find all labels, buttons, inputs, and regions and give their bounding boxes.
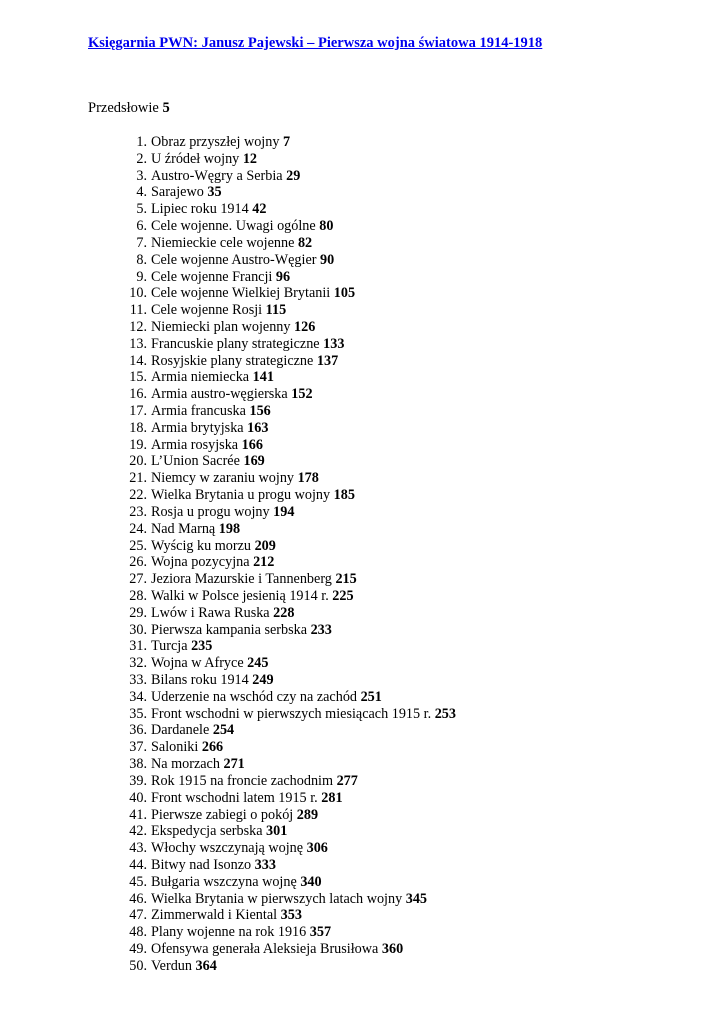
toc-entry-title: Armia niemiecka — [151, 369, 250, 386]
toc-entry-title: Ofensywa generała Aleksieja Brusiłowa — [151, 941, 379, 957]
toc-entry-text — [151, 369, 274, 386]
toc-entry-title: Wyścig ku morzu — [151, 537, 252, 554]
toc-entry-number: 49. — [129, 941, 147, 957]
toc-entry-text — [151, 151, 257, 168]
toc-entry-title: Ekspedycja serbska — [151, 823, 263, 840]
toc-entry-text — [151, 487, 355, 504]
toc-entry-page-number: 152 — [291, 386, 313, 403]
toc-entry-text — [151, 588, 354, 605]
toc-entry-title: Wielka Brytania w pierwszych latach wojny — [151, 890, 403, 907]
toc-entry-page-number: 228 — [273, 604, 295, 621]
toc-entry-number: 24. — [129, 520, 147, 537]
toc-entry-title: Dardanele — [151, 722, 210, 739]
toc-entry-text — [151, 538, 276, 555]
toc-entry-number: 12. — [129, 318, 147, 335]
toc-entry-text — [151, 269, 290, 286]
toc-entry-title: Obraz przyszłej wojny — [151, 134, 280, 150]
toc-entry-title: Walki w Polsce jesienią 1914 r. — [151, 587, 329, 604]
toc-entry-page-number: 345 — [405, 890, 427, 907]
toc-entry-page-number: 306 — [306, 840, 328, 857]
toc-entry-page-number: 105 — [333, 285, 356, 302]
toc-entry-title: Armia rosyjska — [151, 436, 239, 453]
toc-entry-title: Uderzenie na wschód czy na zachód — [151, 688, 358, 705]
toc-entry-title: Wielka Brytania u progu wojny — [151, 487, 331, 504]
toc-entry-text — [151, 722, 234, 739]
toc-entry-text — [151, 689, 382, 706]
toc-entry-text — [151, 252, 334, 269]
toc-entry-page-number: 29 — [286, 167, 301, 184]
toc-entry-page-number: 357 — [309, 924, 332, 941]
toc-entry-number: 17. — [129, 403, 147, 419]
toc-entry-text — [151, 285, 355, 302]
toc-entry-number: 35. — [129, 705, 147, 722]
toc-entry-page-number: 353 — [280, 907, 302, 924]
toc-entry-page-number: 215 — [335, 571, 357, 588]
toc-entry-page-number: 249 — [252, 672, 274, 688]
toc-entry-number: 21. — [129, 470, 147, 487]
toc-entry-text — [151, 739, 223, 756]
toc-entry-number: 32. — [129, 655, 147, 672]
toc-entry-text — [151, 403, 271, 420]
toc-entry-page-number: 360 — [381, 941, 404, 957]
toc-entry-page-number: 364 — [195, 957, 217, 974]
toc-entry-text — [151, 453, 265, 470]
toc-entry-title: Verdun — [151, 957, 192, 974]
toc-entry-text — [151, 134, 290, 151]
toc-entry-number: 5. — [136, 201, 147, 218]
toc-entry-text — [151, 857, 276, 874]
toc-entry-page-number: 166 — [241, 436, 263, 453]
toc-entry-text — [151, 319, 315, 336]
toc-entry-page-number: 209 — [254, 537, 276, 554]
toc-entry-number: 14. — [129, 352, 147, 369]
toc-entry-number: 27. — [129, 571, 147, 588]
toc-entry-title: U źródeł wojny — [151, 150, 240, 167]
toc-entry-page-number: 133 — [323, 335, 345, 352]
toc-entry-page-number: 271 — [223, 756, 245, 773]
toc-entry-page-number: 42 — [252, 201, 267, 218]
toc-entry-number: 38. — [129, 756, 147, 773]
toc-entry-title: Bitwy nad Isonzo — [151, 856, 252, 873]
toc-entry-page-number: 301 — [266, 823, 288, 840]
toc-entry-page-number: 90 — [320, 251, 335, 268]
toc-entry-text — [151, 706, 456, 723]
toc-entry-text — [151, 605, 294, 622]
toc-entry-page-number: 281 — [321, 789, 343, 806]
toc-entry-title: Saloniki — [151, 739, 199, 756]
toc-entry-number: 50. — [129, 957, 147, 974]
toc-entry-text — [151, 941, 403, 958]
toc-entry-title: Rosyjskie plany strategiczne — [151, 352, 314, 369]
toc-entry-text — [151, 184, 222, 201]
toc-entry-number: 34. — [129, 688, 147, 705]
toc-entry-title: Armia francuska — [151, 403, 246, 419]
toc-entry-number: 6. — [136, 218, 147, 235]
toc-entry-text — [151, 571, 357, 588]
toc-entry-page-number: 340 — [300, 873, 322, 890]
toc-entry-title: Cele wojenne. Uwagi ogólne — [151, 218, 316, 235]
toc-entry-number: 22. — [129, 487, 147, 504]
toc-entry-number: 43. — [129, 840, 147, 857]
toc-entry-text — [151, 823, 287, 840]
toc-entry-text — [151, 420, 268, 437]
toc-entry-number: 11. — [129, 302, 147, 319]
toc-entry-text — [151, 924, 331, 941]
toc-entry-number: 45. — [129, 873, 147, 890]
toc-entry-page-number: 169 — [243, 453, 265, 470]
toc-entry-page-number: 194 — [273, 503, 295, 520]
toc-entry-page-number: 233 — [310, 621, 332, 638]
toc-entry-title: Na morzach — [151, 756, 220, 773]
toc-entry-page-number: 212 — [253, 554, 275, 571]
toc-entry-text — [151, 235, 312, 252]
toc-entry-number: 13. — [129, 335, 147, 352]
preface-entry — [88, 100, 170, 117]
toc-entry-page-number: 277 — [336, 772, 358, 789]
preface-page-number: 5 — [162, 100, 170, 116]
toc-entry-page-number: 96 — [275, 268, 291, 285]
toc-entry-number: 37. — [129, 739, 147, 756]
toc-entry-text — [151, 807, 318, 824]
toc-entry-number: 28. — [129, 587, 147, 604]
toc-entry-page-number: 251 — [360, 688, 382, 705]
toc-entry-page-number: 137 — [316, 352, 339, 369]
toc-entry-title: Nad Marną — [151, 520, 216, 537]
toc-entry-number: 46. — [129, 890, 147, 907]
toc-entry-title: Rosja u progu wojny — [151, 503, 270, 520]
toc-entry-title: Front wschodni latem 1915 r. — [151, 789, 318, 806]
toc-entry-number: 31. — [129, 638, 147, 655]
toc-entry-title: Plany wojenne na rok 1916 — [151, 924, 307, 941]
toc-entry-number: 8. — [136, 251, 147, 268]
toc-entry-number: 1. — [136, 134, 147, 150]
toc-entry-number: 16. — [129, 386, 147, 403]
toc-entry-title: Jeziora Mazurskie i Tannenberg — [151, 571, 332, 588]
toc-entry-title: Wojna pozycyjna — [151, 554, 250, 571]
toc-entry-text — [151, 874, 322, 891]
toc-entry-page-number: 333 — [254, 856, 276, 873]
toc-entry-number: 7. — [136, 234, 147, 251]
toc-entry-page-number: 253 — [434, 705, 456, 722]
toc-entry-page-number: 80 — [319, 218, 334, 235]
toc-entry-title: Pierwsze zabiegi o pokój — [151, 806, 294, 823]
toc-entry-number: 18. — [129, 419, 147, 436]
toc-entry-title: Cele wojenne Austro-Węgier — [151, 251, 317, 268]
toc-entry-text — [151, 958, 217, 975]
toc-entry-text — [151, 504, 294, 521]
toc-entry-title: Bilans roku 1914 — [151, 672, 249, 688]
preface-title: Przedsłowie — [88, 100, 159, 116]
toc-entry-text — [151, 907, 302, 924]
toc-entry-text — [151, 437, 263, 454]
toc-entry-number: 47. — [129, 907, 147, 924]
toc-entry-number: 41. — [129, 806, 147, 823]
toc-entry-title: Pierwsza kampania serbska — [151, 621, 308, 638]
toc-entry-text — [151, 773, 358, 790]
toc-entry-page-number: 82 — [297, 234, 313, 251]
toc-entry-title: Armia brytyjska — [151, 419, 244, 436]
toc-entry-page-number: 35 — [207, 184, 222, 201]
toc-entry-number: 48. — [129, 924, 147, 941]
toc-entry-number: 9. — [136, 268, 147, 285]
toc-entry-number: 2. — [136, 150, 147, 167]
toc-entry-title: Włochy wszczynają wojnę — [151, 840, 304, 857]
toc-entry-text — [151, 655, 268, 672]
toc-entry-number: 19. — [129, 436, 147, 453]
toc-entry-title: Niemieckie cele wojenne — [151, 234, 295, 251]
toc-entry-title: Cele wojenne Wielkiej Brytanii — [151, 285, 331, 302]
toc-entry-text — [151, 168, 300, 185]
toc-entry-title: Francuskie plany strategiczne — [151, 335, 320, 352]
toc-entry-title: Sarajewo — [151, 184, 204, 201]
toc-entry-title: Austro-Węgry a Serbia — [151, 167, 283, 184]
toc-entry-title: Armia austro-węgierska — [151, 386, 288, 403]
toc-entry-title: Niemcy w zaraniu wojny — [151, 470, 295, 487]
toc-entry-number: 20. — [129, 453, 147, 470]
toc-entry-title: Lwów i Rawa Ruska — [151, 604, 270, 621]
toc-entry-page-number: 115 — [265, 302, 287, 319]
toc-entry-title: Rok 1915 na froncie zachodnim — [151, 772, 334, 789]
toc-entry-page-number: 185 — [333, 487, 355, 504]
toc-entry-text — [151, 790, 343, 807]
toc-entry-title: Wojna w Afryce — [151, 655, 244, 672]
toc-entry-text — [151, 386, 313, 403]
toc-entry-text — [151, 353, 338, 370]
toc-entry-number: 15. — [129, 369, 147, 386]
toc-entry-title: Cele wojenne Rosji — [151, 302, 263, 319]
toc-entry-page-number: 198 — [218, 520, 241, 537]
toc-entry-page-number: 7 — [282, 134, 291, 150]
toc-entry-number: 36. — [129, 722, 147, 739]
toc-entry-number: 44. — [129, 856, 147, 873]
toc-entry-page-number: 289 — [296, 806, 319, 823]
toc-entry-page-number: 235 — [191, 638, 213, 655]
toc-entry-text — [151, 218, 333, 235]
toc-entry-text — [151, 201, 266, 218]
toc-entry-page-number: 245 — [247, 655, 269, 672]
toc-entry-number: 42. — [129, 823, 147, 840]
toc-entry-number: 40. — [129, 789, 147, 806]
toc-entry-number: 39. — [129, 772, 147, 789]
toc-entry-text — [151, 622, 332, 639]
toc-entry-page-number: 163 — [247, 419, 269, 436]
toc-entry-text — [151, 891, 427, 908]
toc-entry-text — [151, 302, 286, 319]
toc-entry-page-number: 12 — [242, 150, 257, 167]
toc-entry-text — [151, 336, 344, 353]
toc-entry-title: Cele wojenne Francji — [151, 268, 273, 285]
bookstore-header-link[interactable]: Księgarnia PWN: Janusz Pajewski – Pierwsza wojna światowa 1914-1918 — [88, 35, 543, 51]
toc-entry-page-number: 178 — [297, 470, 319, 487]
toc-entry-text — [151, 470, 319, 487]
toc-entry-page-number: 266 — [201, 739, 224, 756]
toc-entry-page-number: 126 — [294, 318, 316, 335]
toc-entry-text — [151, 554, 274, 571]
toc-entry-page-number: 225 — [332, 587, 354, 604]
toc-entry-text — [151, 638, 212, 655]
toc-entry-title: L’Union Sacrée — [151, 453, 240, 470]
toc-entry-title: Bułgaria wszczyna wojnę — [151, 873, 297, 890]
toc-entry-number: 26. — [129, 554, 147, 571]
toc-entry-title: Turcja — [151, 638, 188, 655]
toc-entry-number: 4. — [136, 184, 147, 201]
toc-entry-number: 25. — [129, 537, 147, 554]
toc-entry-number: 29. — [129, 604, 147, 621]
toc-entry-title: Front wschodni w pierwszych miesiącach 1915 r. — [151, 705, 432, 722]
toc-entry-number: 23. — [129, 503, 147, 520]
toc-entry-number: 30. — [129, 621, 147, 638]
toc-entry-number: 3. — [136, 167, 147, 184]
toc-entry-text — [151, 672, 274, 689]
toc-entry-title: Lipiec roku 1914 — [151, 201, 249, 218]
toc-entry-text — [151, 756, 245, 773]
toc-entry-page-number: 156 — [249, 403, 271, 419]
toc-entry-number: 10. — [129, 285, 147, 302]
toc-entry-text — [151, 840, 328, 857]
toc-entry-text — [151, 521, 240, 538]
toc-entry-page-number: 254 — [212, 722, 235, 739]
toc-entry-title: Zimmerwald i Kiental — [151, 907, 278, 924]
toc-entry-number: 33. — [129, 672, 147, 688]
toc-entry-page-number: 141 — [252, 369, 274, 386]
toc-entry-title: Niemiecki plan wojenny — [151, 318, 291, 335]
